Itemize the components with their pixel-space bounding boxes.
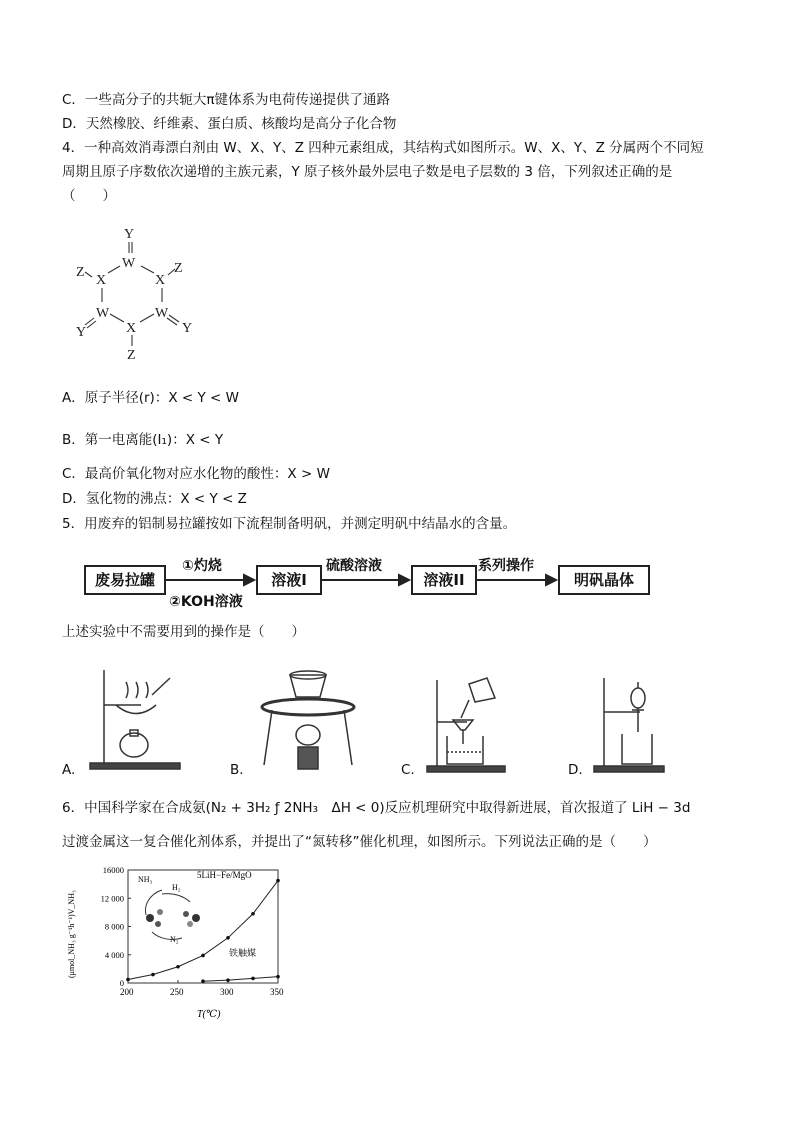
apparatus-d-separatory-funnel (592, 672, 672, 777)
option-d-previous: D．天然橡胶、纤维素、蛋白质、核酸均是高分子化合物 (62, 116, 397, 132)
series-label-iron: 铁触媒 (229, 948, 257, 958)
flow-step-koh: ②KOH溶液 (169, 594, 243, 610)
y-tick-label: 4 000 (104, 949, 124, 960)
q4-answer-blank: （ ） (62, 188, 116, 204)
chart-title: 5LiH−Fe/MgO (197, 870, 252, 880)
q4-option-d: D．氢化物的沸点：X < Y < Z (62, 491, 247, 507)
series-point-0 (201, 954, 205, 958)
inset-h2-label: H₂ (172, 883, 181, 892)
flow-box-solution2: 溶液II (411, 565, 477, 595)
x-tick-label: 200 (120, 987, 134, 997)
q5-question: 上述实验中不需要用到的操作是（ ） (62, 624, 305, 640)
series-point-0 (251, 912, 255, 916)
q6-stem-line1: 6．中国科学家在合成氨(N₂ + 3H₂ ƒ 2NH₃ ΔH < 0)反应机理研究中取得新进展，首次报道了 LiH − 3d (62, 800, 691, 816)
q4-option-c: C．最高价氧化物对应水化物的酸性：X > W (62, 466, 330, 482)
atom-x-bottom: X (126, 321, 137, 336)
q5-stem: 5．用废弃的铝制易拉罐按如下流程制备明矾，并测定明矾中结晶水的含量。 (62, 516, 517, 532)
option-a-label: A. (62, 762, 76, 778)
atom-x-left: X (96, 273, 107, 288)
atom-z-right: Z (174, 261, 183, 276)
option-d-label: D. (568, 762, 583, 778)
series-point-0 (176, 965, 180, 969)
q4-option-b: B．第一电离能(I₁)：X < Y (62, 432, 224, 448)
structure-diagram (62, 222, 222, 367)
atom-w-top: W (122, 256, 136, 271)
x-tick-label: 300 (220, 987, 234, 997)
q6-stem-line2: 过渡金属这一复合催化剂体系，并提出了“氮转移”催化机理，如图所示。下列说法正确的是（ ） (62, 834, 657, 850)
y-tick-label: 0 (119, 978, 124, 988)
flow-box-alum: 明矾晶体 (558, 565, 650, 595)
option-b-label: B. (230, 762, 244, 778)
atom-w-right: W (155, 306, 169, 321)
flow-step-series: 系列操作 (478, 558, 534, 574)
series-point-0 (126, 978, 130, 982)
y-axis-label: (μmol_NH₃ g⁻¹h⁻¹)V_NH₃ (67, 890, 76, 978)
series-line-1 (203, 977, 278, 982)
flow-box-cans: 废易拉罐 (84, 565, 166, 595)
atom-y-right: Y (182, 321, 193, 336)
series-point-1 (201, 979, 205, 983)
series-point-0 (226, 936, 230, 940)
q4-stem-line1: 4．一种高效消毒漂白剂由 W、X、Y、Z 四种元素组成，其结构式如图所示。W、X、Y、Z 分属两个不同短 (62, 140, 704, 156)
option-c-previous: C．一些高分子的共轭大π键体系为电荷传递提供了通路 (62, 92, 391, 108)
x-axis-label: T(℃) (197, 1009, 221, 1020)
series-point-1 (276, 975, 280, 979)
y-tick-label: 8 000 (104, 921, 124, 932)
series-point-0 (151, 973, 155, 977)
y-tick-label: 16000 (102, 865, 124, 875)
flow-chart (64, 545, 654, 615)
apparatus-c-filtration (425, 672, 515, 777)
apparatus-b-crucible (254, 665, 364, 775)
x-tick-label: 250 (170, 987, 184, 997)
atom-z-bottom: Z (127, 348, 136, 363)
option-c-label: C. (401, 762, 415, 778)
y-tick-label: 12 000 (100, 893, 124, 904)
series-point-0 (276, 879, 280, 883)
inset-nh3-label: NH₃ (138, 875, 153, 884)
plot-frame (128, 870, 278, 983)
apparatus-a-evaporation (86, 660, 196, 775)
ammonia-rate-chart (62, 860, 302, 1020)
q4-stem-line2: 周期且原子序数依次递增的主族元素，Y 原子核外最外层电子数是电子层数的 3 倍，下列叙述正确的是 (62, 164, 673, 180)
flow-box-solution1: 溶液I (256, 565, 322, 595)
atom-z-left: Z (76, 265, 85, 280)
atom-y-top: Y (124, 227, 135, 242)
x-tick-label: 350 (270, 987, 284, 997)
flow-step-acid: 硫酸溶液 (326, 558, 382, 574)
mechanism-inset (138, 875, 200, 944)
atom-y-left: Y (76, 325, 87, 340)
atom-x-right: X (155, 273, 166, 288)
atom-w-left: W (96, 306, 110, 321)
flow-step-burn: ①灼烧 (182, 558, 222, 574)
q4-option-a: A．原子半径(r)：X < Y < W (62, 390, 239, 406)
series-point-1 (226, 978, 230, 982)
inset-n2-label: N₂ (170, 935, 179, 944)
series-line-0 (128, 881, 278, 980)
series-point-1 (251, 977, 255, 981)
flow-arrows (64, 545, 654, 615)
